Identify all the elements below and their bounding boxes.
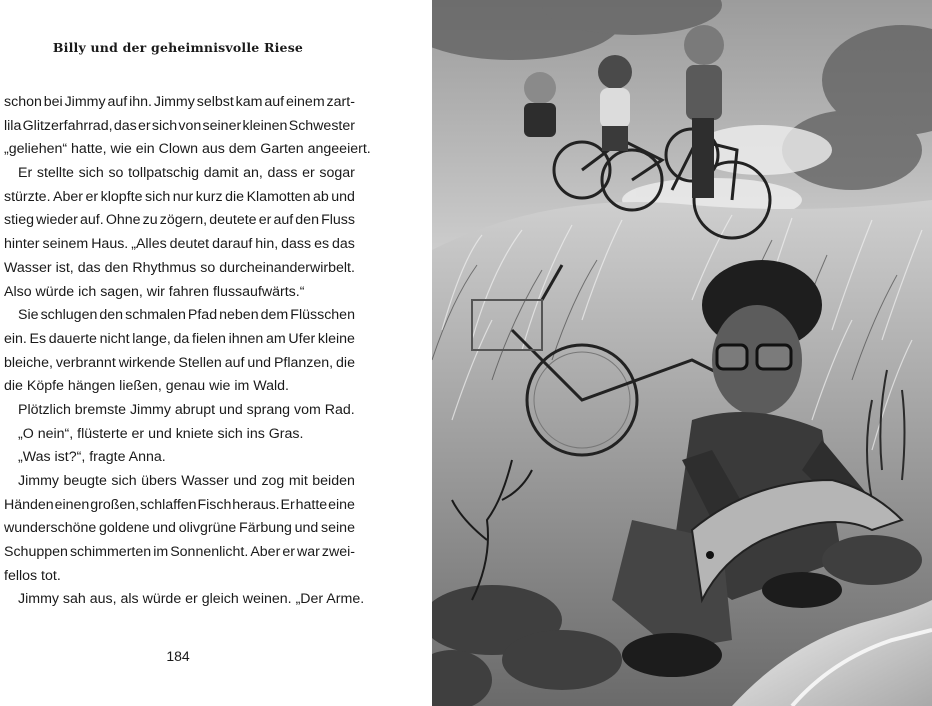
text-line: ein. Es dauerte nicht lange, da fielen ihnen am Ufer kleine (4, 330, 355, 347)
text-line: „Was ist?“, fragte Anna. (18, 449, 166, 466)
text-line: Wasser ist, das den Rhythmus so durcheinanderwirbelt. (4, 259, 355, 276)
text-line: Er stellte sich so tollpatschig damit an, dass er sogar (18, 165, 355, 182)
text-line: Jimmy sah aus, als würde er gleich weinen. „Der Arme. (18, 591, 365, 608)
text-line: fellos tot. (4, 567, 61, 584)
illustration (432, 0, 932, 706)
text-line: Also würde ich sagen, wir fahren flussaufwärts.“ (4, 283, 305, 300)
page-number: 184 (166, 648, 190, 664)
text-line: wunderschöne goldene und olivgrüne Färbung und seine (4, 520, 355, 537)
text-line: Händen einen großen, schlaffen Fisch heraus. Er hatte eine (4, 496, 355, 513)
text-line: Plötzlich bremste Jimmy abrupt und sprang vom Rad. (18, 401, 355, 418)
text-line: die Köpfe hängen ließen, genau wie im Wald. (4, 378, 289, 395)
text-line: „geliehen“ hatte, wie ein Clown aus dem Garten angeeiert. (4, 141, 371, 158)
left-page (0, 0, 432, 706)
text-line: Schuppen schimmerten im Sonnenlicht. Aber er war zwei- (4, 544, 355, 561)
running-head: Billy und der geheimnisvolle Riese (52, 40, 304, 55)
text-line: stieg wieder auf. Ohne zu zögern, deutete er auf den Fluss (4, 212, 355, 229)
text-line: lila Glitzerfahrrad, das er sich von seiner kleinen Schwester (4, 117, 355, 134)
text-line: hinter seinem Haus. „Alles deutet darauf hin, dass es das (4, 236, 355, 253)
text-line: „O nein“, flüsterte er und kniete sich ins Gras. (18, 425, 304, 442)
text-line: Sie schlugen den schmalen Pfad neben dem Flüsschen (18, 307, 355, 324)
text-line: bleiche, verbrannt wirkende Stellen auf und Pflanzen, die (4, 354, 355, 371)
body-text (4, 91, 371, 612)
text-line: stürzte. Aber er klopfte sich nur kurz die Klamotten ab und (4, 188, 355, 205)
text-line: schon bei Jimmy auf ihn. Jimmy selbst kam auf einem zart- (4, 94, 355, 110)
text-line: Jimmy beugte sich übers Wasser und zog mit beiden (18, 473, 355, 489)
